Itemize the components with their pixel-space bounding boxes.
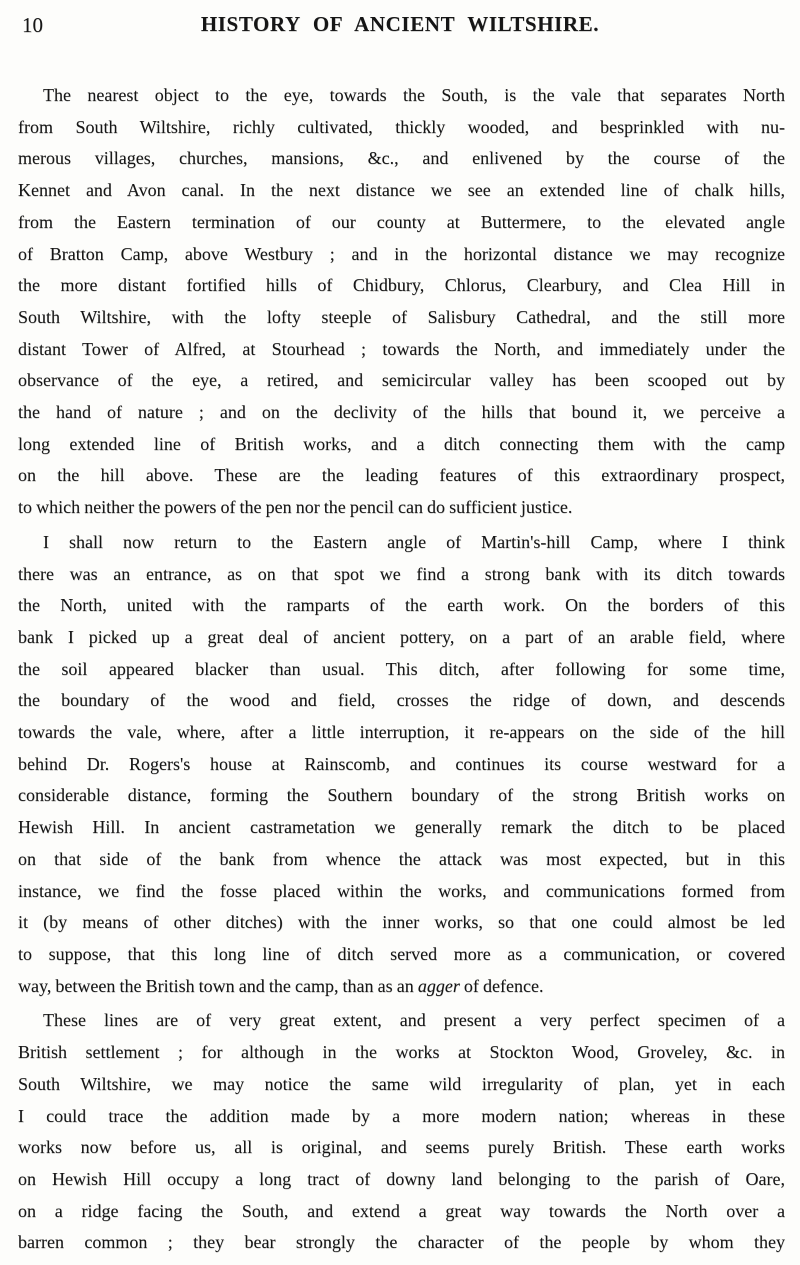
- text-segment: on the hill above. These are the leading features of this extraordinary prospect,: [18, 465, 785, 486]
- text-line: [18, 844, 785, 876]
- text-line: [18, 1227, 785, 1259]
- text-segment: to suppose, that this long line of ditch served more as a communication, or covered: [18, 943, 785, 964]
- text-segment: of defence.: [459, 975, 544, 996]
- text-line: [18, 175, 785, 207]
- text-line: [18, 1069, 785, 1101]
- italic-text: agger: [417, 975, 460, 996]
- text-segment: the boundary of the wood and field, crosses the ridge of down, and descends: [18, 690, 785, 711]
- paragraph: [18, 527, 785, 1003]
- text-line: [18, 112, 785, 144]
- text-line: [18, 622, 785, 654]
- text-segment: The nearest object to the eye, towards the South, is the vale that separates North: [43, 85, 785, 105]
- text-line: [18, 1132, 785, 1164]
- text-segment: behind Dr. Rogers's house at Rainscomb, and continues its course westward for a: [18, 753, 785, 774]
- text-line: [18, 527, 785, 559]
- text-line: [18, 429, 785, 461]
- text-segment: there was an entrance, as on that spot we find a strong bank with its ditch towards: [18, 563, 785, 584]
- text-segment: merous villages, churches, mansions, &c., and enlivened by the course of the: [18, 148, 785, 169]
- text-line: [18, 397, 785, 429]
- text-segment: These lines are of very great extent, and present a very perfect specimen of a: [43, 1010, 785, 1031]
- text-segment: distant Tower of Alfred, at Stourhead ; towards the North, and immediately under the: [18, 338, 785, 359]
- text-segment: I shall now return to the Eastern angle of Martin's-hill Camp, where I think: [43, 531, 785, 552]
- text-line: [18, 334, 785, 366]
- text-line: [18, 780, 785, 812]
- text-line: [18, 270, 785, 302]
- text-segment: barren common ; they bear strongly the character of the people by whom they: [18, 1232, 785, 1253]
- text-segment: on that side of the bank from whence the attack was most expected, but in this: [18, 848, 785, 869]
- paragraph: [18, 1005, 785, 1259]
- text-segment: South Wiltshire, with the lofty steeple of Salisbury Cathedral, and the still more: [18, 306, 785, 327]
- text-line: [18, 80, 785, 112]
- text-segment: of Bratton Camp, above Westbury ; and in the horizontal distance we may recognize: [18, 243, 785, 264]
- text-segment: the more distant fortified hills of Chidbury, Chlorus, Clearbury, and Clea Hill in: [18, 275, 785, 296]
- text-line: [18, 876, 785, 908]
- text-segment: the North, united with the ramparts of the earth work. On the borders of this: [18, 595, 785, 616]
- text-line: [18, 685, 785, 717]
- text-line: [18, 559, 785, 591]
- text-line: [18, 654, 785, 686]
- text-line: [18, 143, 785, 175]
- text-segment: works now before us, all is original, and seems purely British. These earth works: [18, 1137, 785, 1158]
- text-line: [18, 749, 785, 781]
- text-line: [18, 939, 785, 971]
- text-segment: from the Eastern termination of our county at Buttermere, to the elevated angle: [18, 211, 785, 232]
- text-segment: South Wiltshire, we may notice the same wild irregularity of plan, yet in each: [18, 1073, 785, 1094]
- text-line: [18, 590, 785, 622]
- text-line: [18, 812, 785, 844]
- paragraph: [18, 80, 785, 524]
- text-segment: instance, we find the fosse placed within the works, and communications formed from: [18, 880, 785, 901]
- text-segment: towards the vale, where, after a little interruption, it re-appears on the side of the hill: [18, 722, 785, 743]
- text-line: [18, 492, 785, 524]
- text-segment: to which neither the powers of the pen nor the pencil can do sufficient justice.: [18, 497, 573, 518]
- page-number: 10: [22, 13, 43, 37]
- text-segment: the hand of nature ; and on the declivity of the hills that bound it, we perceive a: [18, 402, 785, 423]
- text-segment: Kennet and Avon canal. In the next distance we see an extended line of chalk hills,: [18, 180, 785, 201]
- text-segment: observance of the eye, a retired, and semicircular valley has been scooped out by: [18, 370, 785, 391]
- text-line: [18, 971, 785, 1003]
- text-line: [18, 302, 785, 334]
- text-segment: from South Wiltshire, richly cultivated, thickly wooded, and besprinkled with nu-: [18, 116, 785, 137]
- text-line: [18, 460, 785, 492]
- text-line: [18, 1164, 785, 1196]
- text-segment: bank I picked up a great deal of ancient pottery, on a part of an arable field, where: [18, 626, 785, 647]
- text-line: [18, 365, 785, 397]
- running-header-title: HISTORY OF ANCIENT WILTSHIRE.: [200, 12, 600, 36]
- text-segment: on a ridge facing the South, and extend a great way towards the North over a: [18, 1200, 785, 1221]
- text-line: [18, 907, 785, 939]
- text-segment: long extended line of British works, and a ditch connecting them with the camp: [18, 433, 785, 454]
- text-segment: on Hewish Hill occupy a long tract of downy land belonging to the parish of Oare,: [18, 1168, 785, 1189]
- text-segment: Hewish Hill. In ancient castrametation we generally remark the ditch to be placed: [18, 817, 785, 838]
- page-body: [18, 80, 785, 1259]
- text-line: [18, 717, 785, 749]
- text-line: [18, 1196, 785, 1228]
- text-segment: British settlement ; for although in the works at Stockton Wood, Groveley, &c. in: [18, 1042, 785, 1063]
- text-line: [18, 1101, 785, 1133]
- text-segment: considerable distance, forming the Southern boundary of the strong British works on: [18, 785, 785, 806]
- text-line: [18, 1037, 785, 1069]
- text-line: [18, 1005, 785, 1037]
- text-segment: it (by means of other ditches) with the inner works, so that one could almost be led: [18, 912, 785, 933]
- text-segment: the soil appeared blacker than usual. This ditch, after following for some time,: [18, 658, 785, 679]
- text-segment: way, between the British town and the camp, than as an: [18, 975, 418, 996]
- text-segment: I could trace the addition made by a more modern nation; whereas in these: [18, 1105, 785, 1126]
- text-line: [18, 207, 785, 239]
- text-line: [18, 239, 785, 271]
